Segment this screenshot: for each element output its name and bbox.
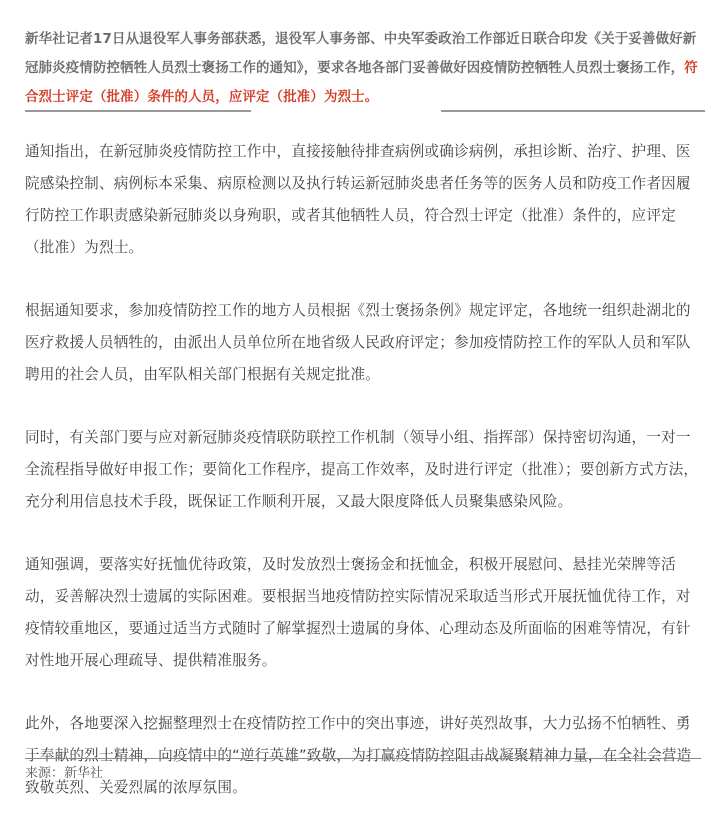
- article-paragraph: 通知指出，在新冠肺炎疫情防控工作中，直接接触待排查病例或确诊病例，承担诊断、治疗、护理、医院感染控制、病例标本采集、病原检测以及执行转运新冠肺炎患者任务等的医务人员和防疫工作者因履行防控工作职责感染新冠肺炎以身殉职，或者其他牺牲人员，符合烈士评定（批准）条件的，应评定（批准）为烈士。: [25, 143, 691, 256]
- lead-text: 新华社记者17日从退役军人事务部获悉，退役军人事务部、中央军委政治工作部近日联合印发《关于妥善做好新冠肺炎疫情防控牺牲人员烈士褒扬工作的通知》，要求各地各部门妥善做好因疫情防控牺牲人员烈士褒扬工作，: [25, 32, 697, 76]
- article-lead: [25, 25, 705, 112]
- article-paragraph: 此外，各地要深入挖掘整理烈士在疫情防控工作中的突出事迹，讲好英烈故事，大力弘扬不怕牺牲、勇于奉献的烈士精神，向疫情中的“逆行英雄”致敬，为打赢疫情防控阻击战凝聚精神力量，在全社会营造致敬英烈、关爱烈属的浓厚氛围。: [25, 715, 692, 796]
- article-body: [25, 136, 705, 835]
- article-source: 来源：新华社: [25, 766, 104, 781]
- article-paragraph: 根据通知要求，参加疫情防控工作的地方人员根据《烈士褒扬条例》规定评定，各地统一组织赴湖北的医疗救援人员牺牲的，由派出人员单位所在地省级人民政府评定；参加疫情防控工作的军队人员和军队聘用的社会人员，由军队相关部门根据有关规定批准。: [25, 302, 691, 383]
- article-paragraph: 通知强调，要落实好抚恤优待政策，及时发放烈士褒扬金和抚恤金，积极开展慰问、悬挂光荣牌等活动，妥善解决烈士遗属的实际困难。要根据当地疫情防控实际情况采取适当形式开展抚恤优待工作，对疫情较重地区，要通过适当方式随时了解掌握烈士遗属的身体、心理动态及所面临的困难等情况，有针对性地开展心理疏导、提供精准服务。: [25, 556, 691, 669]
- lead-highlight: 符合烈士评定（批准）条件的人员，应评定（批准）为烈士。: [25, 61, 698, 105]
- footer-divider: [25, 758, 701, 759]
- lead-divider-left: [25, 110, 251, 112]
- lead-divider-right: [441, 110, 705, 112]
- article-paragraph: 同时，有关部门要与应对新冠肺炎疫情联防联控工作机制（领导小组、指挥部）保持密切沟通，一对一全流程指导做好申报工作；要简化工作程序，提高工作效率，及时进行评定（批准）；要创新方式方法，充分利用信息技术手段，既保证工作顺利开展，又最大限度降低人员聚集感染风险。: [25, 429, 699, 510]
